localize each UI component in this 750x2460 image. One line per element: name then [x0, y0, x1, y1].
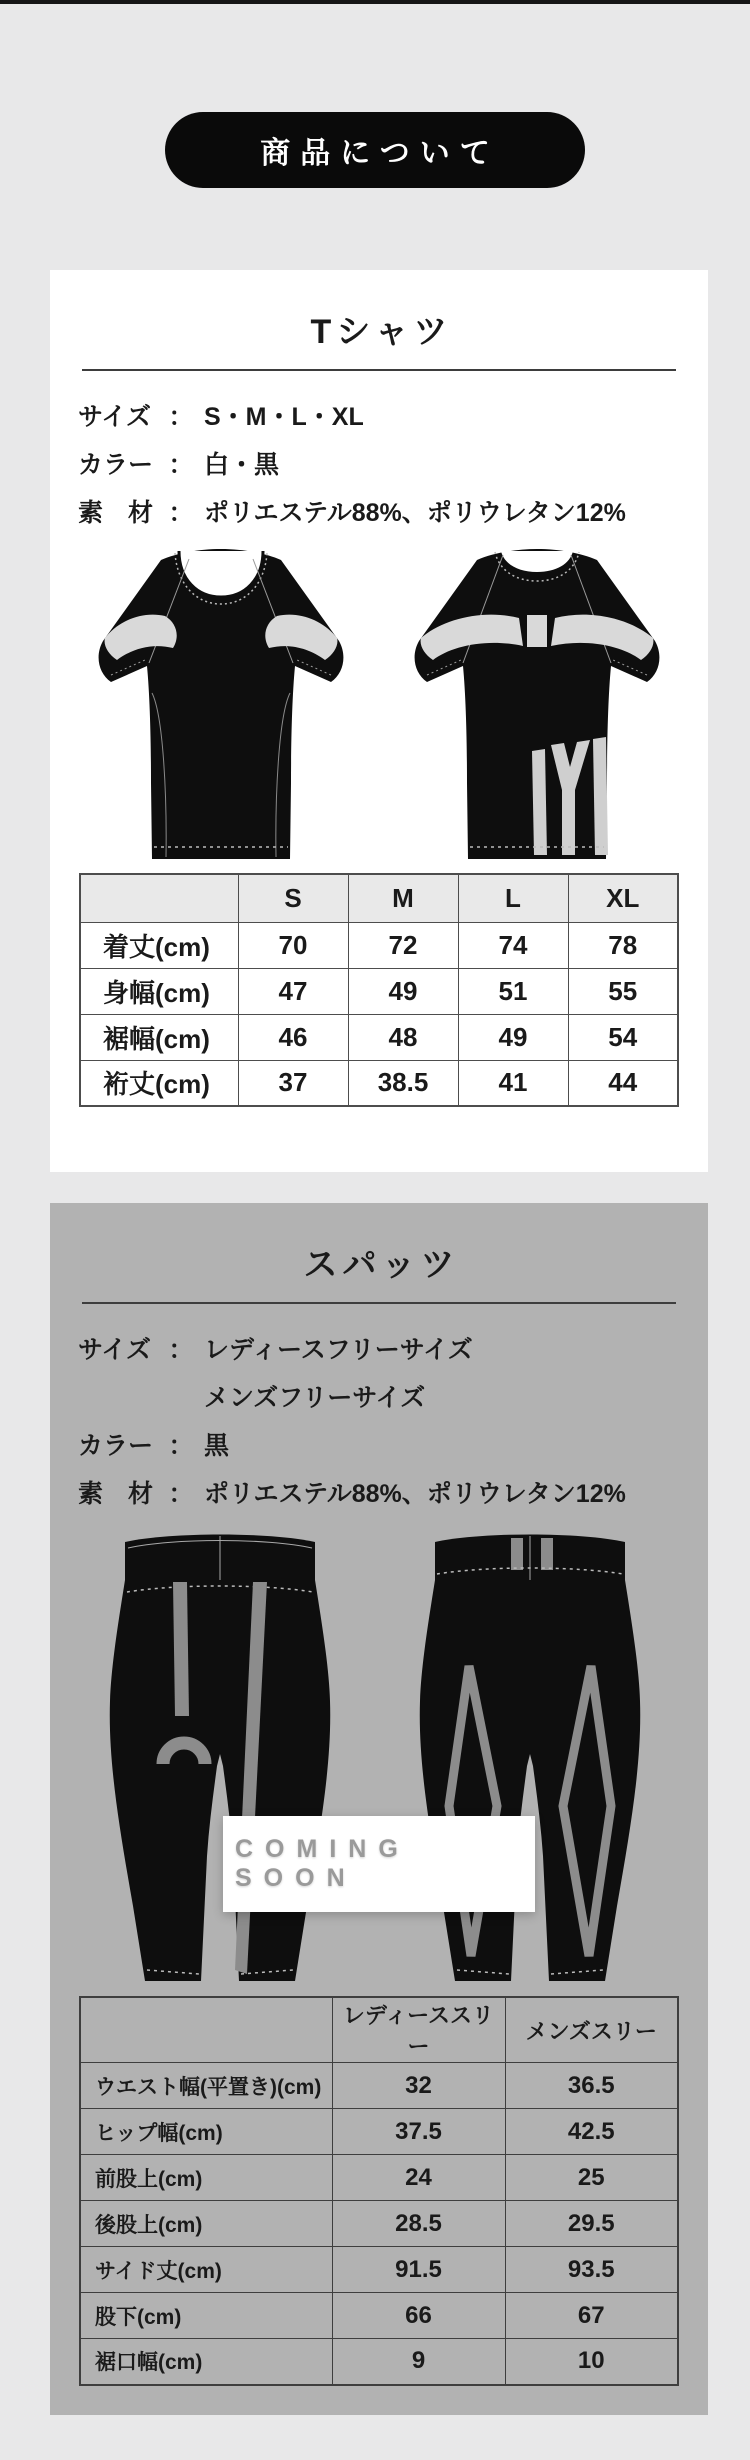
column-header	[80, 1997, 332, 2063]
spec-colon: ：	[168, 1480, 194, 1508]
tshirt-size-table	[79, 873, 679, 1107]
row-label: サイド丈(cm)	[80, 2247, 332, 2293]
table-row	[80, 968, 678, 1014]
size-cell: 32	[332, 2063, 505, 2109]
size-cell: 24	[332, 2155, 505, 2201]
row-label: 身幅(cm)	[80, 968, 238, 1014]
size-cell: 42.5	[505, 2109, 678, 2155]
spec-label: サイズ	[78, 1336, 152, 1364]
spec-label: 素 材	[78, 1480, 154, 1508]
spec-row-size	[78, 393, 680, 441]
size-cell: 67	[505, 2293, 678, 2339]
size-cell: 47	[238, 968, 348, 1014]
spats-specs	[78, 1326, 680, 1518]
size-cell: 66	[332, 2293, 505, 2339]
table-row	[80, 2063, 678, 2109]
size-cell: 49	[458, 1014, 568, 1060]
spec-colon: ：	[168, 451, 194, 479]
table-row	[80, 1014, 678, 1060]
spec-value: メンズフリーサイズ	[204, 1384, 426, 1412]
spec-row-material	[78, 489, 680, 537]
spec-value: 白・黒	[204, 451, 280, 479]
size-cell: 36.5	[505, 2063, 678, 2109]
column-header: L	[458, 874, 568, 922]
spec-value: ポリエステル88%、ポリウレタン12%	[204, 499, 626, 527]
size-cell: 93.5	[505, 2247, 678, 2293]
spec-row-color	[78, 441, 680, 489]
size-cell: 10	[505, 2339, 678, 2385]
spec-label: カラー	[78, 451, 154, 479]
size-cell: 74	[458, 922, 568, 968]
row-label: 後股上(cm)	[80, 2201, 332, 2247]
spec-value: S・M・L・XL	[204, 403, 364, 431]
spats-illustrations	[50, 1526, 708, 1996]
size-cell: 46	[238, 1014, 348, 1060]
coming-soon-banner	[223, 1816, 535, 1912]
row-label: 裄丈(cm)	[80, 1060, 238, 1106]
column-header: S	[238, 874, 348, 922]
spats-back-svg	[405, 1526, 655, 1996]
row-label: 裾幅(cm)	[80, 1014, 238, 1060]
top-border-line	[0, 0, 750, 4]
table-header-row	[80, 874, 678, 922]
table-row	[80, 2247, 678, 2293]
tshirt-back-illustration	[391, 543, 683, 873]
size-cell: 44	[568, 1060, 678, 1106]
tshirt-front-illustration	[75, 543, 367, 873]
spats-card	[50, 1203, 708, 2415]
size-cell: 29.5	[505, 2201, 678, 2247]
spats-back-illustration	[405, 1526, 655, 2001]
spats-title: スパッツ	[82, 1237, 676, 1304]
table-row	[80, 2201, 678, 2247]
size-cell: 78	[568, 922, 678, 968]
column-header	[80, 874, 238, 922]
column-header: M	[348, 874, 458, 922]
row-label: 前股上(cm)	[80, 2155, 332, 2201]
size-cell: 54	[568, 1014, 678, 1060]
size-cell: 49	[348, 968, 458, 1014]
column-header: メンズスリー	[505, 1997, 678, 2063]
column-header: レディーススリー	[332, 1997, 505, 2063]
spec-row-color	[78, 1422, 680, 1470]
size-cell: 51	[458, 968, 568, 1014]
spec-row-size-line2	[78, 1374, 680, 1422]
section-badge-label: 商品について	[260, 137, 500, 170]
spec-colon: ：	[168, 1432, 194, 1460]
table-header-row	[80, 1997, 678, 2063]
size-cell: 70	[238, 922, 348, 968]
size-cell: 72	[348, 922, 458, 968]
table-row	[80, 2339, 678, 2385]
tshirt-title: Tシャツ	[82, 304, 676, 371]
spec-row-material	[78, 1470, 680, 1518]
table-row	[80, 2293, 678, 2339]
spats-size-table	[79, 1996, 679, 2386]
table-row	[80, 1060, 678, 1106]
spec-colon: ：	[168, 1336, 194, 1364]
spec-value: 黒	[204, 1432, 230, 1460]
spec-value: レディースフリーサイズ	[204, 1336, 473, 1364]
spec-row-size	[78, 1326, 680, 1374]
spec-value: ポリエステル88%、ポリウレタン12%	[204, 1480, 626, 1508]
tshirt-illustrations	[50, 543, 708, 873]
size-cell: 28.5	[332, 2201, 505, 2247]
spec-label: サイズ	[78, 403, 152, 431]
tshirt-card	[50, 270, 708, 1172]
size-cell: 38.5	[348, 1060, 458, 1106]
coming-soon-label: COMING SOON	[235, 1835, 410, 1892]
table-row	[80, 922, 678, 968]
size-cell: 41	[458, 1060, 568, 1106]
row-label: ヒップ幅(cm)	[80, 2109, 332, 2155]
spec-colon: ：	[168, 403, 194, 431]
row-label: 裾口幅(cm)	[80, 2339, 332, 2385]
spec-label: カラー	[78, 1432, 154, 1460]
spats-front-illustration	[95, 1526, 345, 2001]
size-cell: 25	[505, 2155, 678, 2201]
row-label: 股下(cm)	[80, 2293, 332, 2339]
column-header: XL	[568, 874, 678, 922]
size-cell: 37.5	[332, 2109, 505, 2155]
section-badge	[165, 112, 585, 188]
table-row	[80, 2155, 678, 2201]
size-cell: 37	[238, 1060, 348, 1106]
row-label: ウエスト幅(平置き)(cm)	[80, 2063, 332, 2109]
tshirt-specs	[78, 393, 680, 537]
spats-front-svg	[95, 1526, 345, 1996]
size-cell: 48	[348, 1014, 458, 1060]
table-row	[80, 2109, 678, 2155]
size-cell: 91.5	[332, 2247, 505, 2293]
size-cell: 55	[568, 968, 678, 1014]
size-cell: 9	[332, 2339, 505, 2385]
row-label: 着丈(cm)	[80, 922, 238, 968]
spec-colon: ：	[168, 499, 194, 527]
spec-label: 素 材	[78, 499, 154, 527]
